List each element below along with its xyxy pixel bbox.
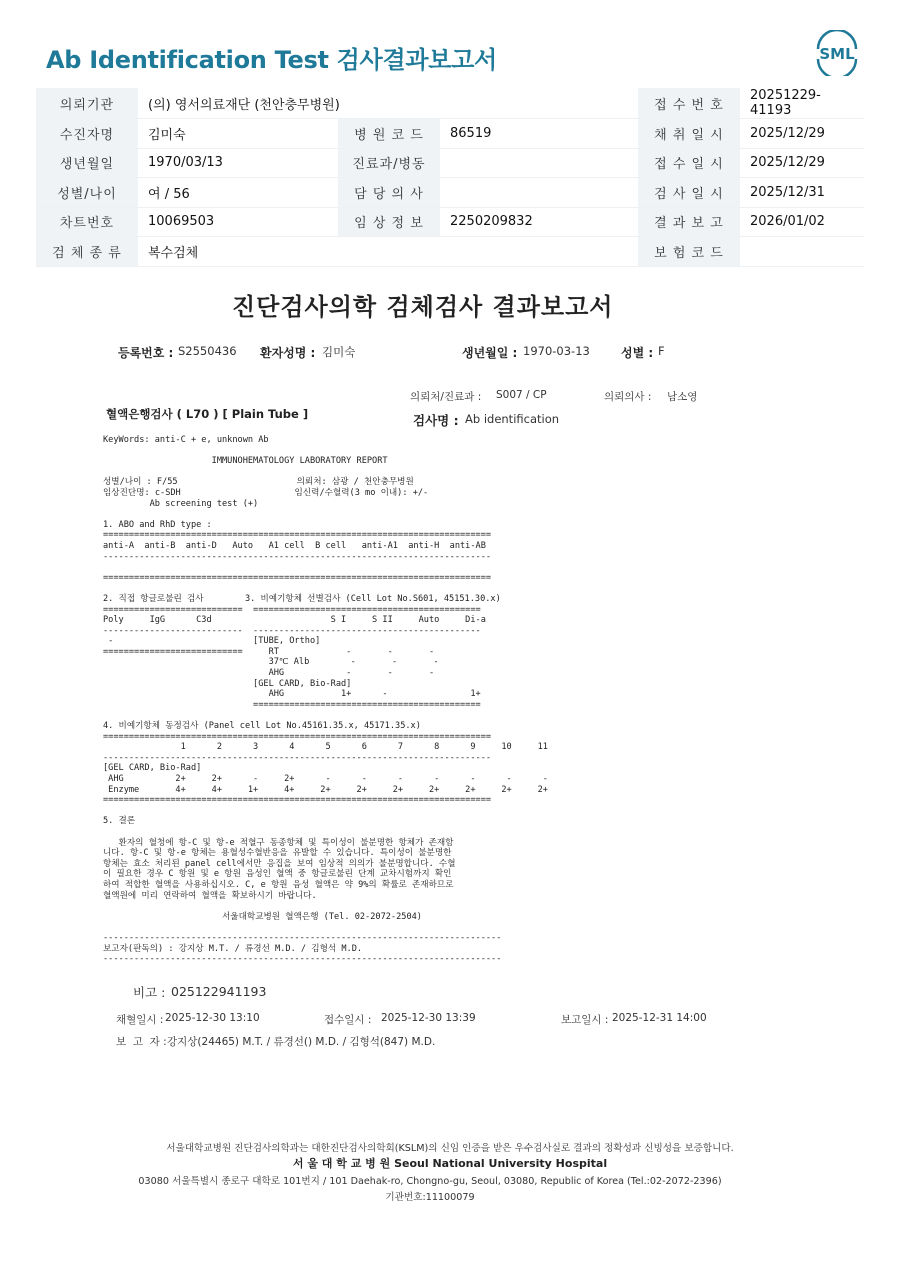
dept-value: S007 / CP <box>496 389 547 401</box>
dob-label: 생년월일 : <box>462 346 518 360</box>
value-patient-name: 김미숙 <box>138 119 338 149</box>
test-group: 혈액은행검사 ( L70 ) [ Plain Tube ] <box>106 407 309 421</box>
logo-text: SML <box>819 45 855 63</box>
footer-address: 03080 서울특별시 종로구 대학로 101번지 / 101 Daehak-ro, Chongno-gu, Seoul, 03080, Republic of Korea (Tel.:02-2072-2396) <box>138 1176 722 1187</box>
label-test-date: 검 사 일 시 <box>638 178 740 208</box>
test-name-value: Ab identification <box>465 412 560 426</box>
label-requester: 의뢰기관 <box>36 88 138 119</box>
test-name-label: 검사명 : <box>413 413 459 428</box>
value-result-report: 2026/01/02 <box>740 207 864 237</box>
receive-label: 접수일시 : <box>324 1014 372 1026</box>
value-doctor <box>440 178 638 208</box>
header-row <box>36 148 864 178</box>
collect-value: 2025-12-30 13:10 <box>165 1012 260 1024</box>
footer-institution-number: 기관번호:11100079 <box>385 1192 475 1203</box>
value-clinical-info: 2250209832 <box>440 207 638 237</box>
header-row <box>36 237 864 267</box>
label-clinical-info: 임 상 정 보 <box>338 207 440 237</box>
header-info-table <box>36 88 864 267</box>
reporter-label: 보 고 자 : <box>116 1036 167 1048</box>
label-receipt-date: 접 수 일 시 <box>638 148 740 178</box>
reg-number-value: S2550436 <box>178 344 237 358</box>
value-department <box>440 148 638 178</box>
value-test-date: 2025/12/31 <box>740 178 864 208</box>
report-heading: 진단검사의학 검체검사 결과보고서 <box>232 293 614 321</box>
sex-value: F <box>658 344 665 358</box>
remark-label: 비고 : <box>133 985 166 1000</box>
label-department: 진료과/병동 <box>338 148 440 178</box>
footer-certification: 서울대학교병원 진단검사의학과는 대한진단검사의학회(KSLM)의 신임 인증을 받은 우수검사실로 결과의 정확성과 신빙성을 보증합니다. <box>166 1143 734 1154</box>
doctor-label: 의뢰의사 : <box>604 391 652 403</box>
value-hospital-code: 86519 <box>440 119 638 149</box>
label-chart-number: 차트번호 <box>36 207 138 237</box>
label-receipt-number: 접 수 번 호 <box>638 88 740 119</box>
value-birth-date: 1970/03/13 <box>138 148 338 178</box>
doctor-value: 남소영 <box>667 391 698 403</box>
reg-number-label: 등록번호 : <box>118 346 174 360</box>
value-insurance-code <box>740 237 864 267</box>
value-sex-age: 여 / 56 <box>138 178 338 208</box>
reporter-value: 강지상(24465) M.T. / 류경선() M.D. / 김형석(847) M.D. <box>167 1036 436 1048</box>
value-collection-date: 2025/12/29 <box>740 119 864 149</box>
report-body: KeyWords: anti-C + e, unknown Ab IMMUNOHEMATOLOGY LABORATORY REPORT 성별/나이 : F/55 의뢰처: 삼광 / 천안충무병원 임상진단명: c-SDH 임신력/수혈력(3 mo 이내): +/- Ab screening test (+) 1. ABO and RhD type : =========================================================================== anti-A anti-B anti-D Auto A1 cell B cell anti-A1 anti-H anti-AB --------------------------------------------------------------------------- =========================================================================== 2. 직접 항글로불린 검사 3. 비예기항체 선별검사 (Cell Lot No.S601, 45151.30.x) =========================== ============================================ Poly IgG C3d S I S II Auto Di-a --------------------------- -------------------------------------------- - [TUBE, Ortho] =========================== RT - - - 37℃ Alb - - - AHG - - - [GEL CARD, Bio-Rad] AHG 1+ - 1+ ============================================ 4. 비예기항체 동정검사 (Panel cell Lot No.45161.35.x, 45171.35.x) =========================================================================== 1 2 3 4 5 6 7 8 9 10 11 --------------------------------------------------------------------------- [GEL CARD, Bio-Rad] AHG 2+ 2+ - 2+ - - - - - - - Enzyme 4+ 4+ 1+ 4+ 2+ 2+ 2+ 2+ 2+ 2+ 2+ =========================================================================== 5. 결론 환자의 혈청에 항-C 및 항-e 적혈구 동종항체 및 특이성이 불분명한 항체가 존재함 니다. 항-C 및 항-e 항체는 용혈성수혈반응을 유발할 수 있습니다. 특이성이 불분명한 항체는 효소 처리된 panel cell에서만 응집을 보여 임상적 의의가 불분명합니다. 수혈 이 필요한 경우 C 항원 및 e 항원 음성인 혈액 중 항글로불린 단계 교차시험까지 확인 하여 적합한 혈액을 사용하십시오. C, e 항원 음성 혈액은 약 9%의 확률로 존재하므로 혈액원에 미리 연락하여 혈액을 확보하시기 바랍니다. 서울대학교병원 혈액은행 (Tel. 02-2072-2504) ----------------------------------------------------------------------------- 보고자(판독의) : 강지상 M.T. / 류경선 M.D. / 김형석 M.D. ----------------------------------------------------------------------------- <box>103 435 548 965</box>
sex-label: 성별 : <box>621 346 654 360</box>
value-chart-number: 10069503 <box>138 207 338 237</box>
sml-logo <box>812 30 862 76</box>
value-receipt-number: 20251229-41193 <box>740 88 864 119</box>
collect-label: 채혈일시 : <box>116 1014 164 1026</box>
dob-value: 1970-03-13 <box>523 344 590 358</box>
header-row <box>36 119 864 149</box>
footer-hospital-name: 서 울 대 학 교 병 원 Seoul National University Hospital <box>292 1157 608 1170</box>
label-doctor: 담 당 의 사 <box>338 178 440 208</box>
report-title: Ab Identification Test 검사결과보고서 <box>46 46 497 74</box>
header-row <box>36 207 864 237</box>
label-sex-age: 성별/나이 <box>36 178 138 208</box>
value-requester: (의) 영서의료재단 (천안충무병원) <box>138 88 638 119</box>
label-result-report: 결 과 보 고 <box>638 207 740 237</box>
receive-value: 2025-12-30 13:39 <box>381 1012 476 1024</box>
remark-value: 025122941193 <box>171 984 267 999</box>
value-specimen-type: 복수검체 <box>138 237 638 267</box>
report-time-value: 2025-12-31 14:00 <box>612 1012 707 1024</box>
value-receipt-date: 2025/12/29 <box>740 148 864 178</box>
label-birth-date: 생년월일 <box>36 148 138 178</box>
label-collection-date: 채 취 일 시 <box>638 119 740 149</box>
patient-name-label: 환자성명 : <box>260 346 316 360</box>
label-hospital-code: 병 원 코 드 <box>338 119 440 149</box>
label-insurance-code: 보 험 코 드 <box>638 237 740 267</box>
header-row <box>36 88 864 119</box>
label-patient-name: 수진자명 <box>36 119 138 149</box>
header-row <box>36 178 864 208</box>
label-specimen-type: 검 체 종 류 <box>36 237 138 267</box>
report-time-label: 보고일시 : <box>561 1014 609 1026</box>
dept-label: 의뢰처/진료과 : <box>410 391 482 403</box>
patient-name-value: 김미숙 <box>322 345 356 359</box>
